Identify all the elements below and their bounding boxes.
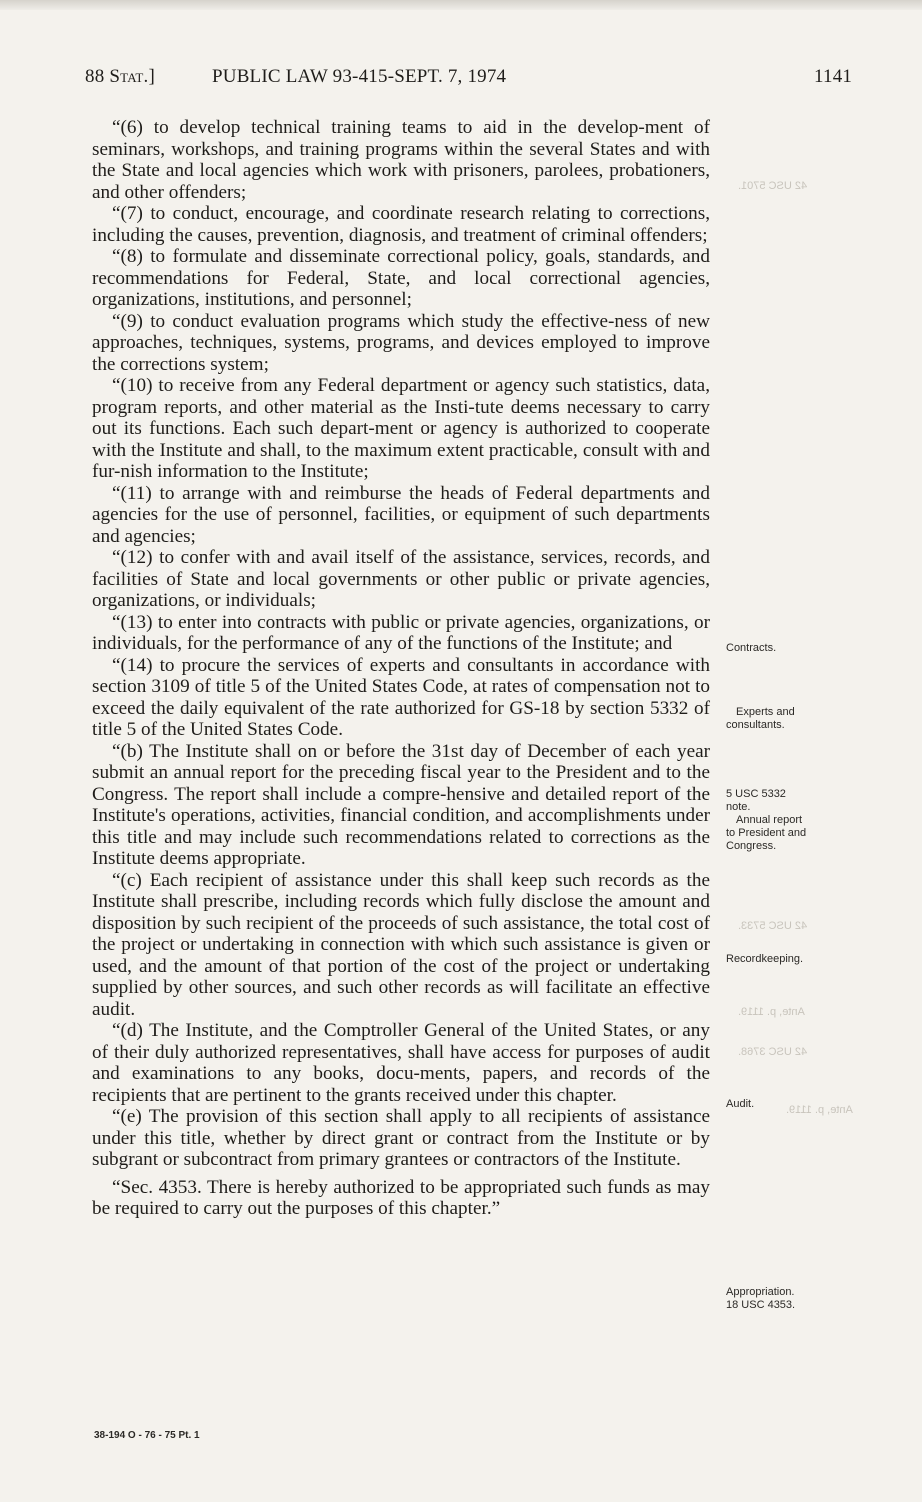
statute-text bbox=[92, 117, 710, 1220]
margin-text: Recordkeeping. bbox=[726, 953, 804, 965]
margin-text: Contracts. bbox=[726, 642, 777, 654]
margin-text: Congress. bbox=[726, 840, 777, 852]
paragraph-11: “(11) to arrange with and reimburse the heads of Federal departments and agencies for the use of personnel, facilities, or equipment of such departments and agencies; bbox=[92, 482, 710, 547]
volume-number: 88 bbox=[85, 66, 105, 87]
margin-note-experts bbox=[726, 706, 876, 719]
margin-text: Audit. bbox=[726, 1098, 755, 1110]
paragraph-6: “(6) to develop technical training teams to aid in the develop-ment of seminars, workshops, and training programs within the several States and with the State and local agencies which work with prisoners, parolees, probationers, and other offenders; bbox=[92, 117, 710, 203]
paragraph-e: “(e) The provision of this section shall apply to all recipients of assistance under this title, whether by direct grant or contract from the Institute or by subgrant or subcontract from primary grantees or contractors of the Institute. bbox=[92, 1106, 710, 1170]
page-number: 1141 bbox=[814, 66, 853, 87]
paragraph-7: “(7) to conduct, encourage, and coordinate research relating to corrections, including the causes, prevention, diagnosis, and treatment of criminal offenders; bbox=[92, 203, 710, 246]
bleed-through-note: Ante, p. 1119. bbox=[738, 1006, 805, 1018]
paragraph-b: “(b) The Institute shall on or before the 31st day of December of each year submit an annual report for the preceding fiscal year to the President and to the Congress. The report shall include a compre-hensive and detailed report of the Institute's operations, activities, financial condition, and accomplishments under this title and may include such recommendations related to corrections as the Institute deems appropriate. bbox=[92, 740, 710, 869]
margin-note-recordkeeping bbox=[726, 953, 866, 966]
margin-text: Experts and bbox=[736, 706, 795, 718]
bleed-through-note: Ante, p. 1119. bbox=[786, 1104, 853, 1116]
margin-text: to President and bbox=[726, 827, 807, 839]
stat-label: Stat. bbox=[109, 66, 149, 87]
section-4353: “Sec. 4353. There is hereby authorized to be appropriated such funds as may be required to carry out the purposes of this chapter.” bbox=[92, 1176, 710, 1219]
paragraph-13: “(13) to enter into contracts with public or private agencies, organizations, or individuals, for the performance of any of the functions of the Institute; and bbox=[92, 611, 710, 654]
paragraph-9: “(9) to conduct evaluation programs which study the effective-ness of new approaches, techniques, systems, programs, and devices employed to improve the corrections system; bbox=[92, 310, 710, 375]
bleed-through-note: 42 USC 5733. bbox=[738, 920, 808, 932]
scan-edge bbox=[0, 0, 922, 10]
margin-text: consultants. bbox=[726, 719, 785, 731]
margin-note-appropriation bbox=[726, 1286, 866, 1312]
paragraph-8: “(8) to formulate and disseminate correctional policy, goals, standards, and recommendations for Federal, State, and local correctional agencies, organizations, institutions, and personnel; bbox=[92, 246, 710, 310]
running-header: PUBLIC LAW 93-415-SEPT. 7, 1974 bbox=[212, 66, 507, 87]
paragraph-c: “(c) Each recipient of assistance under this shall keep such records as the Institute shall prescribe, including records which fully disclose the amount and disposition by such recipient of the proceeds of such assistance, the total cost of the project or undertaking in connection with which such assistance is given or used, and the amount of that portion of the cost of the project or undertaking supplied by other sources, and such other records as will facilitate an effective audit. bbox=[92, 869, 710, 1020]
margin-text: Annual report bbox=[736, 814, 803, 826]
margin-note-contracts bbox=[726, 642, 866, 655]
margin-note-usc-5332 bbox=[726, 788, 866, 853]
margin-text: Appropriation. bbox=[726, 1286, 795, 1298]
bleed-through-note: 42 USC 5701. bbox=[738, 180, 808, 192]
statute-citation bbox=[85, 66, 155, 88]
print-code: 38-194 O - 76 - 75 Pt. 1 bbox=[94, 1430, 200, 1441]
margin-text: note. bbox=[726, 801, 751, 813]
bleed-through-note: 42 USC 3768. bbox=[738, 1046, 808, 1058]
paragraph-14: “(14) to procure the services of experts and consultants in accordance with section 3109 of title 5 of the United States Code, at rates of compensation not to exceed the daily equivalent of the rate authorized for GS-18 by section 5332 of title 5 of the United States Code. bbox=[92, 654, 710, 740]
margin-text: 18 USC 4353. bbox=[726, 1299, 796, 1311]
paragraph-10: “(10) to receive from any Federal department or agency such statistics, data, program reports, and other material as the Insti-tute deems necessary to carry out its functions. Each such depart-ment or agency is authorized to cooperate with the Institute and shall, to the maximum extent practicable, consult with and fur-nish information to the Institute; bbox=[92, 375, 710, 482]
paragraph-12: “(12) to confer with and avail itself of the assistance, services, records, and facilities of State and local governments or other public or private agencies, organizations, or individuals; bbox=[92, 547, 710, 611]
bracket: ] bbox=[148, 66, 155, 87]
paragraph-d: “(d) The Institute, and the Comptroller General of the United States, or any of their duly authorized representatives, shall have access for purposes of audit and examinations to any books, docu-ments, papers, and records of the recipients that are pertinent to the grants received under this chapter. bbox=[92, 1020, 710, 1106]
margin-text: 5 USC 5332 bbox=[726, 788, 786, 800]
margin-note-consultants bbox=[726, 719, 866, 732]
